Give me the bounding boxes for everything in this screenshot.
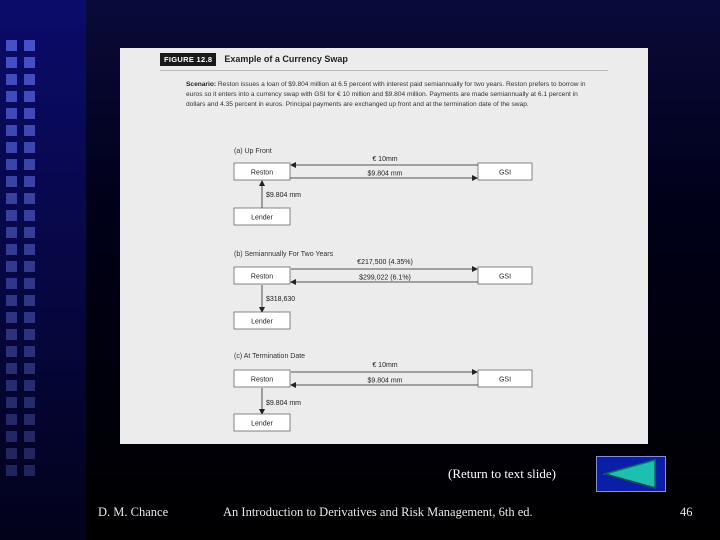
back-arrow-button[interactable] — [596, 456, 666, 492]
decor-square — [6, 397, 17, 408]
decor-square — [24, 295, 35, 306]
decor-square — [24, 244, 35, 255]
decor-square — [6, 125, 17, 136]
footer-page-number: 46 — [680, 505, 693, 519]
decor-square — [24, 329, 35, 340]
decor-square — [6, 346, 17, 357]
reston-label: Reston — [250, 169, 274, 177]
section-heading: (a) Up Front — [234, 148, 272, 155]
decor-square — [6, 74, 17, 85]
left-arrow-icon — [597, 457, 665, 491]
decor-square — [6, 363, 17, 374]
lender-label: Lender — [251, 420, 273, 428]
currency-swap-figure — [120, 48, 648, 444]
decor-square — [6, 261, 17, 272]
decor-square — [6, 278, 17, 289]
section-heading: (c) At Termination Date — [234, 353, 306, 360]
decor-square — [24, 57, 35, 68]
section-up-front — [234, 148, 532, 225]
reston-label: Reston — [250, 273, 274, 281]
decor-square — [24, 142, 35, 153]
lender-flow-label: $9.804 mm — [266, 400, 302, 407]
decor-square — [24, 465, 35, 476]
decor-square — [24, 176, 35, 187]
decor-square — [24, 363, 35, 374]
top-flow-label: € 10mm — [372, 156, 398, 163]
top-flow-label: € 10mm — [372, 362, 398, 369]
decor-square — [6, 448, 17, 459]
decor-square — [24, 278, 35, 289]
decor-square — [24, 346, 35, 357]
decor-square — [24, 431, 35, 442]
footer-book-title: An Introduction to Derivatives and Risk Management, 6th ed. — [223, 505, 533, 519]
swap-diagram — [120, 48, 648, 444]
decor-square — [6, 244, 17, 255]
section-termination — [234, 353, 532, 431]
decor-square — [6, 193, 17, 204]
scenario-body: Reston issues a loan of $9.804 million at 6.5 percent with interest paid semiannually for two years. Reston prefers to borrow in euros so it enters into a currency swap with GSI for € 10 million and $9.804 million. Payments are made semiannually at 6.1 percent in dollars and 4.35 percent in euros. Principal payments are exchanged up front and at the termination date of the swap. — [186, 81, 586, 108]
decor-square — [6, 159, 17, 170]
decor-square — [24, 397, 35, 408]
decor-square — [24, 159, 35, 170]
figure-title: Example of a Currency Swap — [224, 54, 348, 64]
lender-label: Lender — [251, 318, 273, 326]
bottom-flow-label: $299,022 (6.1%) — [359, 274, 411, 282]
left-squares-col-2 — [24, 40, 36, 482]
footer-author: D. M. Chance — [98, 505, 169, 519]
decor-square — [6, 210, 17, 221]
decor-square — [24, 227, 35, 238]
gsi-label: GSI — [498, 273, 512, 281]
decor-square — [24, 193, 35, 204]
decor-square — [24, 312, 35, 323]
decor-square — [6, 295, 17, 306]
reston-label: Reston — [250, 376, 274, 384]
bottom-flow-label: $9.804 mm — [367, 377, 403, 385]
decor-square — [24, 74, 35, 85]
decor-square — [6, 108, 17, 119]
decor-square — [6, 312, 17, 323]
lender-label: Lender — [251, 214, 273, 222]
decor-square — [6, 40, 17, 51]
lender-flow-label: $318,630 — [266, 296, 296, 303]
gsi-label: GSI — [498, 376, 512, 384]
lender-flow-label: $9.804 mm — [266, 192, 302, 199]
figure-number: FIGURE 12.8 — [160, 53, 216, 66]
left-squares-col-1 — [6, 40, 18, 482]
decor-square — [24, 380, 35, 391]
decor-square — [24, 40, 35, 51]
decor-square — [6, 176, 17, 187]
top-flow-label: €217,500 (4.35%) — [357, 259, 413, 266]
decor-square — [6, 380, 17, 391]
section-semiannually — [234, 251, 532, 329]
decor-square — [6, 329, 17, 340]
decor-square — [24, 414, 35, 425]
decor-square — [24, 210, 35, 221]
bottom-flow-label: $9.804 mm — [367, 170, 403, 178]
return-to-text-slide-link[interactable]: (Return to text slide) — [448, 466, 556, 481]
decor-square — [6, 91, 17, 102]
decor-square — [24, 261, 35, 272]
decor-square — [24, 108, 35, 119]
gsi-label: GSI — [498, 169, 512, 177]
decor-square — [6, 227, 17, 238]
left-decor-bar — [0, 0, 86, 540]
decor-square — [6, 431, 17, 442]
decor-square — [6, 414, 17, 425]
section-heading: (b) Semiannually For Two Years — [234, 251, 334, 258]
decor-square — [6, 57, 17, 68]
decor-square — [24, 448, 35, 459]
decor-square — [6, 142, 17, 153]
decor-square — [6, 465, 17, 476]
decor-square — [24, 91, 35, 102]
scenario-label: Scenario: — [186, 81, 217, 88]
decor-square — [24, 125, 35, 136]
